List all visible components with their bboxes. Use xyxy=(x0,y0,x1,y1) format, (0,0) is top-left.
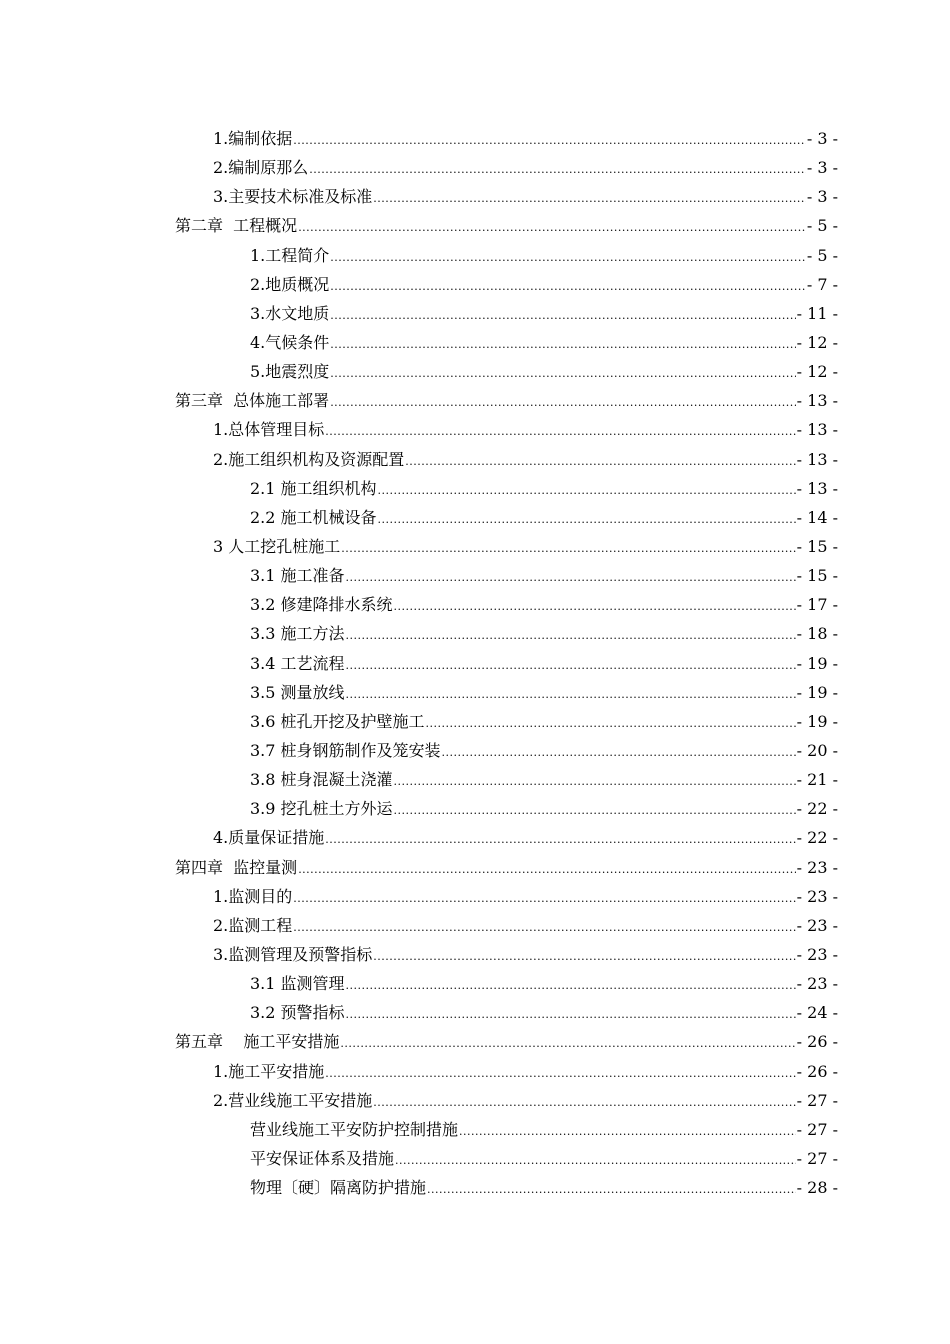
toc-entry[interactable] xyxy=(0,124,838,153)
toc-entry-page-number: - 3 - xyxy=(806,158,838,178)
toc-entry-page-number: - 23 - xyxy=(796,944,838,964)
toc-entry[interactable] xyxy=(0,823,838,852)
toc-entry-title: 3 人工挖孔桩施工 xyxy=(213,536,341,556)
toc-entry-title: 3.主要技术标准及标准 xyxy=(213,187,373,207)
toc-entry-title: 2.施工组织机构及资源配置 xyxy=(213,449,405,469)
toc-entry-title: 2.地质概况 xyxy=(250,274,330,294)
toc-entry[interactable] xyxy=(0,736,838,765)
toc-entry-page-number: - 23 - xyxy=(796,915,838,935)
toc-entry-title: 3.1 施工准备 xyxy=(250,566,345,586)
toc-entry-page-number: - 23 - xyxy=(796,886,838,906)
toc-dot-leader xyxy=(330,388,795,417)
table-of-contents xyxy=(0,124,950,1202)
toc-entry-title: 2.编制原那么 xyxy=(213,158,309,178)
toc-dot-leader xyxy=(346,651,796,680)
toc-entry-page-number: - 20 - xyxy=(796,740,838,760)
toc-entry-title: 2.营业线施工平安措施 xyxy=(213,1090,373,1110)
toc-entry[interactable] xyxy=(0,1086,838,1115)
toc-entry[interactable] xyxy=(0,211,838,240)
toc-entry[interactable] xyxy=(0,707,838,736)
toc-dot-leader xyxy=(378,476,796,505)
toc-entry-title: 1.监测目的 xyxy=(213,886,293,906)
toc-dot-leader xyxy=(373,1088,795,1117)
toc-entry[interactable] xyxy=(0,678,838,707)
toc-dot-leader xyxy=(395,1146,796,1175)
toc-dot-leader xyxy=(459,1117,796,1146)
toc-entry-title: 物理〔硬〕隔离防护措施 xyxy=(250,1178,427,1198)
toc-entry-title: 第四章 监控量测 xyxy=(175,857,298,877)
toc-dot-leader xyxy=(341,534,795,563)
toc-entry-title: 1.工程简介 xyxy=(250,245,330,265)
toc-entry-page-number: - 22 - xyxy=(796,828,838,848)
toc-dot-leader xyxy=(293,913,795,942)
toc-entry-page-number: - 12 - xyxy=(796,362,838,382)
toc-entry-title: 1.编制依据 xyxy=(213,129,293,148)
toc-entry-title: 3.3 施工方法 xyxy=(250,624,345,644)
toc-dot-leader xyxy=(330,330,795,359)
toc-entry[interactable] xyxy=(0,182,838,211)
toc-entry-page-number: - 19 - xyxy=(796,682,838,702)
toc-entry[interactable] xyxy=(0,1027,838,1056)
toc-entry-page-number: - 23 - xyxy=(796,857,838,877)
toc-entry[interactable] xyxy=(0,386,838,415)
toc-entry-page-number: - 19 - xyxy=(796,711,838,731)
toc-dot-leader xyxy=(394,592,796,621)
toc-entry[interactable] xyxy=(0,241,838,270)
toc-entry-title: 4.质量保证措施 xyxy=(213,828,325,848)
toc-entry-title: 营业线施工平安防护控制措施 xyxy=(250,1119,459,1139)
toc-entry-page-number: - 13 - xyxy=(796,391,838,411)
toc-entry-page-number: - 27 - xyxy=(796,1090,838,1110)
toc-entry-title: 第五章 施工平安措施 xyxy=(175,1032,340,1052)
toc-entry[interactable] xyxy=(0,940,838,969)
toc-dot-leader xyxy=(330,243,806,272)
toc-entry-page-number: - 14 - xyxy=(796,507,838,527)
toc-entry-page-number: - 12 - xyxy=(796,332,838,352)
toc-entry-title: 3.1 监测管理 xyxy=(250,974,345,994)
toc-dot-leader xyxy=(346,971,796,1000)
toc-entry[interactable] xyxy=(0,619,838,648)
toc-dot-leader xyxy=(309,155,806,184)
toc-entry-page-number: - 18 - xyxy=(796,624,838,644)
toc-dot-leader xyxy=(346,621,796,650)
toc-dot-leader xyxy=(405,447,795,476)
toc-entry[interactable] xyxy=(0,969,838,998)
toc-entry-title: 第三章 总体施工部署 xyxy=(175,391,330,411)
toc-entry-page-number: - 17 - xyxy=(796,595,838,615)
toc-entry-title: 3.4 工艺流程 xyxy=(250,653,345,673)
toc-entry-page-number: - 19 - xyxy=(796,653,838,673)
toc-dot-leader xyxy=(394,796,796,825)
toc-entry-page-number: - 28 - xyxy=(796,1178,838,1198)
toc-entry[interactable] xyxy=(0,1057,838,1086)
toc-dot-leader xyxy=(325,417,795,446)
toc-entry[interactable] xyxy=(0,474,838,503)
toc-entry[interactable] xyxy=(0,270,838,299)
toc-entry-title: 4.气候条件 xyxy=(250,332,330,352)
toc-entry[interactable] xyxy=(0,299,838,328)
toc-dot-leader xyxy=(427,1175,796,1204)
toc-entry-page-number: - 13 - xyxy=(796,478,838,498)
toc-entry-page-number: - 21 - xyxy=(796,770,838,790)
toc-dot-leader xyxy=(373,942,795,971)
toc-dot-leader xyxy=(426,709,796,738)
toc-entry[interactable] xyxy=(0,794,838,823)
toc-entry-title: 3.8 桩身混凝土浇灌 xyxy=(250,770,393,790)
toc-entry-title: 3.水文地质 xyxy=(250,303,330,323)
toc-entry[interactable] xyxy=(0,882,838,911)
toc-entry-title: 5.地震烈度 xyxy=(250,362,330,382)
toc-dot-leader xyxy=(394,767,796,796)
toc-entry-page-number: - 22 - xyxy=(796,799,838,819)
toc-dot-leader xyxy=(298,213,806,242)
toc-entry-title: 3.2 预警指标 xyxy=(250,1003,345,1023)
toc-dot-leader xyxy=(325,825,795,854)
toc-entry[interactable] xyxy=(0,328,838,357)
toc-dot-leader xyxy=(298,855,795,884)
toc-entry-page-number: - 5 - xyxy=(806,245,838,265)
toc-entry-title: 1.总体管理目标 xyxy=(213,420,325,440)
toc-entry-page-number: - 3 - xyxy=(806,129,838,148)
toc-dot-leader xyxy=(373,184,806,213)
toc-entry-title: 3.9 挖孔桩土方外运 xyxy=(250,799,393,819)
toc-entry-title: 3.6 桩孔开挖及护壁施工 xyxy=(250,711,425,731)
toc-entry[interactable] xyxy=(0,765,838,794)
toc-entry-page-number: - 3 - xyxy=(806,187,838,207)
toc-entry-title: 3.5 测量放线 xyxy=(250,682,345,702)
toc-entry-title: 第二章 工程概况 xyxy=(175,216,298,236)
toc-entry[interactable] xyxy=(0,357,838,386)
toc-entry-page-number: - 5 - xyxy=(806,216,838,236)
toc-dot-leader xyxy=(293,884,795,913)
toc-entry-page-number: - 15 - xyxy=(796,566,838,586)
toc-entry[interactable] xyxy=(0,911,838,940)
toc-entry-title: 3.监测管理及预警指标 xyxy=(213,944,373,964)
toc-entry-title: 2.监测工程 xyxy=(213,915,293,935)
toc-dot-leader xyxy=(378,505,796,534)
toc-entry[interactable] xyxy=(0,503,838,532)
toc-entry[interactable] xyxy=(0,1115,838,1144)
toc-entry-title: 3.7 桩身钢筋制作及笼安装 xyxy=(250,740,441,760)
toc-entry-page-number: - 26 - xyxy=(796,1032,838,1052)
toc-dot-leader xyxy=(346,1000,796,1029)
toc-entry-page-number: - 27 - xyxy=(796,1119,838,1139)
toc-dot-leader xyxy=(293,126,806,155)
toc-entry[interactable] xyxy=(0,998,838,1027)
toc-entry[interactable] xyxy=(0,649,838,678)
toc-dot-leader xyxy=(330,272,806,301)
toc-dot-leader xyxy=(330,301,795,330)
toc-entry[interactable] xyxy=(0,532,838,561)
toc-entry-page-number: - 11 - xyxy=(796,303,838,323)
toc-entry-page-number: - 7 - xyxy=(806,274,838,294)
toc-entry[interactable] xyxy=(0,561,838,590)
toc-dot-leader xyxy=(330,359,795,388)
toc-entry[interactable] xyxy=(0,415,838,444)
toc-entry[interactable] xyxy=(0,590,838,619)
toc-entry[interactable] xyxy=(0,853,838,882)
toc-dot-leader xyxy=(325,1059,795,1088)
toc-entry-page-number: - 15 - xyxy=(796,536,838,556)
toc-entry-title: 2.1 施工组织机构 xyxy=(250,478,377,498)
toc-entry[interactable] xyxy=(0,153,838,182)
toc-entry[interactable] xyxy=(0,1144,838,1173)
toc-entry-page-number: - 13 - xyxy=(796,420,838,440)
toc-entry-title: 1.施工平安措施 xyxy=(213,1061,325,1081)
toc-dot-leader xyxy=(346,563,796,592)
toc-entry-page-number: - 23 - xyxy=(796,974,838,994)
toc-entry-page-number: - 13 - xyxy=(796,449,838,469)
toc-entry-page-number: - 26 - xyxy=(796,1061,838,1081)
toc-entry[interactable] xyxy=(0,1173,838,1202)
toc-entry-title: 3.2 修建降排水系统 xyxy=(250,595,393,615)
toc-dot-leader xyxy=(340,1029,795,1058)
toc-entry-title: 2.2 施工机械设备 xyxy=(250,507,377,527)
toc-entry-page-number: - 27 - xyxy=(796,1148,838,1168)
toc-dot-leader xyxy=(442,738,796,767)
toc-entry[interactable] xyxy=(0,445,838,474)
toc-entry-title: 平安保证体系及措施 xyxy=(250,1148,395,1168)
toc-dot-leader xyxy=(346,680,796,709)
toc-entry-page-number: - 24 - xyxy=(796,1003,838,1023)
